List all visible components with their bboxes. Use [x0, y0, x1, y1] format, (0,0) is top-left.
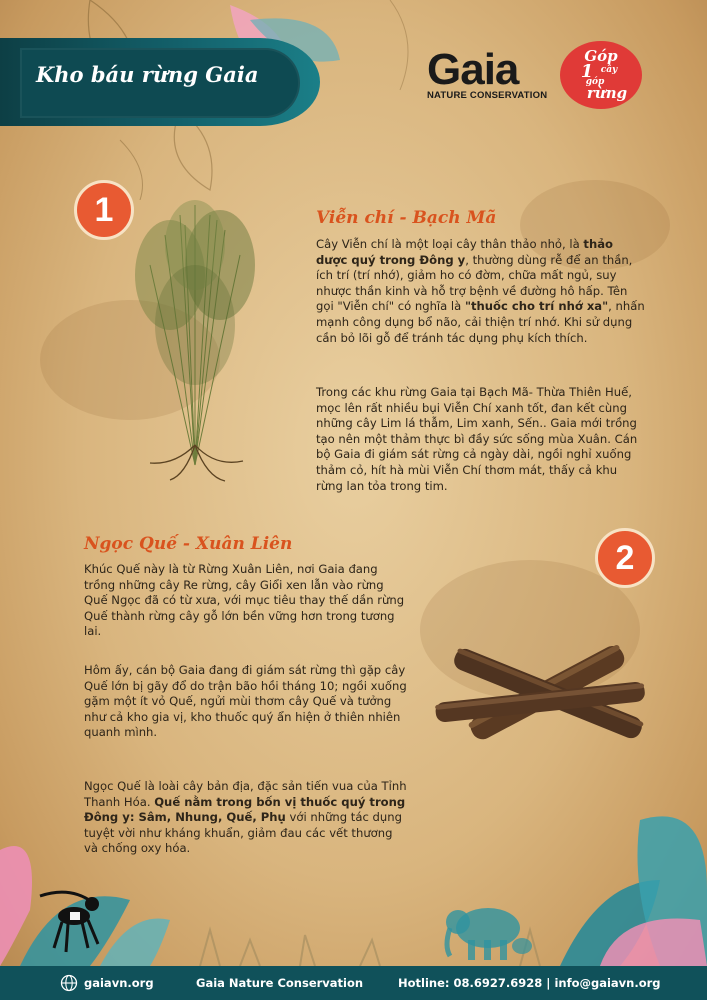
text-run: , nhấn mạnh công dụng bổ não, cải thiện trí nhớ. Khi sử dụng cần bỏ lõi gỗ để tránh tác dụng phụ kích thích.: [316, 299, 645, 345]
text-run: với những tác dụng tuyệt vời như kháng khuẩn, giảm đau các vết thương và chống oxy hóa.: [84, 810, 402, 856]
gaia-logo-tagline: NATURE CONSERVATION: [427, 90, 548, 101]
cinnamon-sticks-image: [425, 630, 655, 770]
footer-website-link[interactable]: gaiavn.org: [84, 976, 154, 990]
text-run: Ngọc Quế là loài cây bản địa, đặc sản tiến vua của Tỉnh Thanh Hóa.: [84, 779, 407, 809]
section-heading: Ngọc Quế - Xuân Liên: [84, 534, 293, 554]
gop-cay-gop-rung-badge: [560, 41, 642, 109]
badge-word: 1: [580, 61, 594, 82]
text-run: , thường dùng rễ để an thần, ích trí (trí nhớ), giảm ho có đờm, chữa mất ngủ, suy nhược thần kinh và hỗ trợ bệnh về đường hô hấp. Tên gọi "Viễn chí" có nghĩa là: [316, 252, 633, 314]
footer-org-name: Gaia Nature Conservation: [196, 976, 364, 990]
section-paragraph: Hôm ấy, cán bộ Gaia đang đi giám sát rừng thì gặp cây Quế lớn bị gãy đổ do trận bão hồi tháng 10; ngồi xuống gặm một ít vỏ Quế, ngửi mùi thơm cây Quế và tưởng như cả kho gia vị, kho thuốc quý ẩn hiện ở thiên nhiên quanh mình.: [84, 663, 407, 740]
footer-bar: [0, 966, 707, 1000]
page-title: Kho báu rừng Gaia: [36, 62, 259, 87]
text-run-bold: Quế nằm trong bốn vị thuốc quý trong Đông y: Sâm, Nhung, Quế, Phụ: [84, 794, 406, 825]
text-run-bold: thảo dược quý trong Đông y: [316, 237, 613, 267]
gaia-logo[interactable]: Gaia: [427, 45, 519, 94]
badge-word: cây: [600, 65, 618, 75]
badge-word: Góp: [584, 47, 618, 65]
section-number-badge: 2: [595, 528, 655, 588]
section-paragraph: Khúc Quế này là từ Rừng Xuân Liên, nơi Gaia đang trồng những cây Re rừng, cây Giổi xen lẫn vào rừng Quế Ngọc đã có từ xưa, với mục tiêu thay thế dần rừng Quế thành rừng cây gỗ lớn bền vững hơn trong tương lai.: [84, 562, 405, 639]
section-paragraph: [316, 237, 646, 346]
footer-contact[interactable]: Hotline: 08.6927.6928 | info@gaiavn.org: [398, 976, 661, 990]
globe-icon: [60, 974, 78, 992]
section-paragraph: Trong các khu rừng Gaia tại Bạch Mã- Thừa Thiên Huế, mọc lên rất nhiều bụi Viễn Chí xanh tốt, đan kết cùng những cây Lim lá thẫm, Lim xanh, Sến.. Gaia mới trồng tạo nên một thảm thực bì đầy sức sống mùa Xuân. Cán bộ Gaia đi giám sát rừng cả ngày dài, ngồi nghỉ xuống thảm cỏ, hít hà mùi Viễn Chí thơm mát, thấy cả khu rừng lan tỏa trong tim.: [316, 385, 638, 493]
elephant-icon: [438, 900, 538, 962]
text-run-bold: "thuốc cho trí nhớ xa": [464, 299, 609, 314]
badge-word: góp: [585, 77, 605, 87]
section-heading: Viễn chí - Bạch Mã: [316, 208, 497, 228]
badge-word: rừng: [586, 84, 628, 102]
section-number-badge: 1: [74, 180, 134, 240]
text-run: Cây Viễn chí là một loại cây thân thảo nhỏ, là: [316, 237, 584, 251]
vien-chi-plant-image: [125, 195, 265, 485]
monkey-icon: [30, 882, 110, 962]
